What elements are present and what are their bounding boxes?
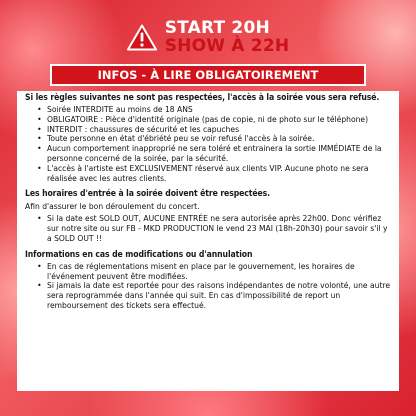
info-banner: [50, 64, 366, 86]
header-times: [164, 17, 290, 56]
info-card: [17, 91, 399, 391]
list-item: • En cas de réglementations misent en place par le gouvernement, les horaires de l'événement peuvent être modifiées.: [37, 262, 391, 282]
show-time: SHOW À 22H: [164, 35, 290, 56]
banner-title: INFOS - À LIRE OBLIGATOIREMENT: [97, 68, 319, 82]
list-item: • OBLIGATOIRE : Pièce d'identité originale (pas de copie, ni de photo sur le téléphone): [37, 115, 391, 125]
changes-list: [37, 262, 391, 311]
list-item: • Si jamais la date est reportée pour des raisons indépendantes de notre volonté, une autre sera reprogrammée dans l'année qui suit. En cas d'impossibilité de report un remboursement des tickets sera effectué.: [37, 281, 391, 310]
start-time: START 20H: [164, 17, 270, 38]
changes-title: Informations en cas de modifications ou d'annulation: [25, 249, 253, 260]
hours-list: [37, 214, 391, 243]
rules-list: [37, 105, 391, 183]
refund-note: Si ces règles ne vous conviennent pas, vous avez 24h pour demander le remboursement de votre ticket, en envoyant un message sur la page Facebook MKD PRODUCTION: [27, 368, 389, 385]
rules-title: Si les règles suivantes ne sont pas respectées, l'accès à la soirée vous sera refusé.: [25, 93, 380, 103]
hours-title: Les horaires d'entrée à la soirée doivent être respectées.: [25, 189, 270, 200]
list-item: • L'accès à l'artiste est EXCLUSIVEMENT réservé aux clients VIP. Aucune photo ne sera réalisée avec les autres clients.: [37, 164, 391, 184]
header: [0, 14, 416, 60]
list-item: • Aucun comportement inapproprié ne sera toléré et entrainera la sortie IMMÉDIATE de la personne concerné de la soirée, par la sécurité.: [37, 144, 391, 164]
list-item: • INTERDIT : chaussures de sécurité et les capuches: [37, 125, 391, 135]
list-item: • Soirée INTERDITE au moins de 18 ANS: [37, 105, 391, 115]
hours-intro: Afin d'assurer le bon déroulement du concert.: [25, 202, 200, 212]
list-item: • Toute personne en état d'ébriété peu se voir refusé l'accès à la soirée.: [37, 134, 391, 144]
warning-triangle-icon: [127, 24, 157, 51]
list-item: • Si la date est SOLD OUT, AUCUNE ENTRÉE ne sera autorisée après 22h00. Donc vérifiez sur notre site ou sur FB - MKD PRODUCTION le vend 23 MAI (18h-20h30) pour savoir s'il y a SOLD OUT !!: [37, 214, 391, 243]
